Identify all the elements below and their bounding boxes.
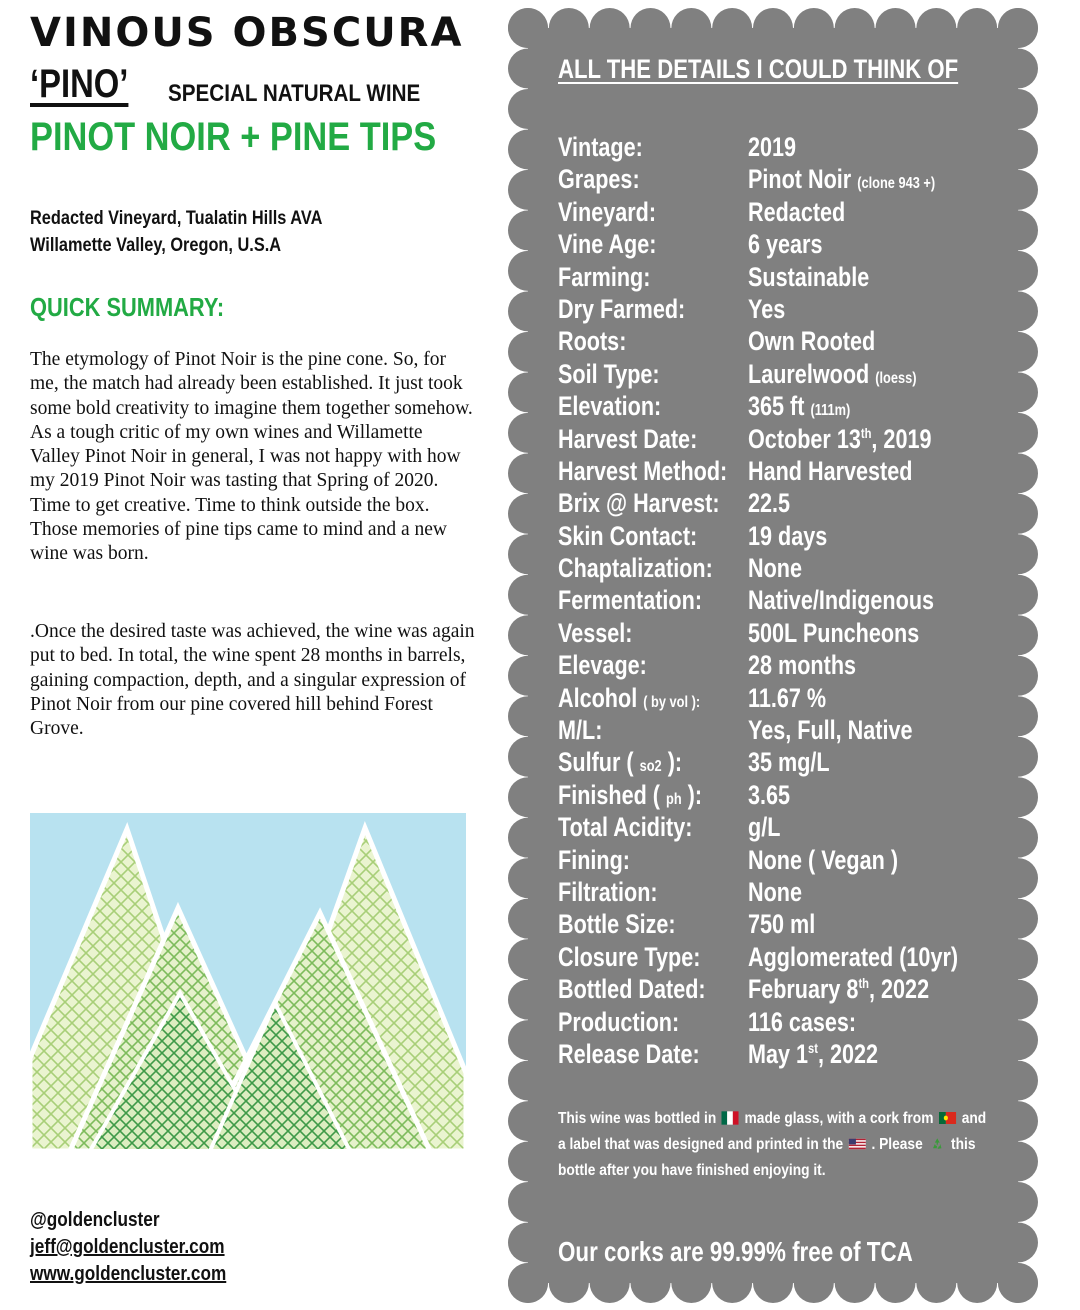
- wine-subtitle: SPECIAL NATURAL WINE: [168, 80, 421, 107]
- spec-label: Alcohol ( by vol ):: [558, 682, 701, 713]
- spec-row-bottle-size: [558, 909, 1018, 941]
- spec-label: Bottled Dated:: [558, 974, 706, 1005]
- spec-row-finished: [558, 780, 1018, 812]
- spec-row-total-acidity: [558, 812, 1018, 844]
- spec-label: Brix @ Harvest:: [558, 488, 720, 519]
- spec-row-elevation: [558, 391, 1018, 423]
- spec-label: M/L:: [558, 715, 603, 746]
- bottling-footnote: [558, 1106, 988, 1184]
- spec-label: Grapes:: [558, 164, 640, 195]
- spec-value: 365 ft (111m): [748, 391, 851, 422]
- spec-value: Hand Harvested: [748, 455, 913, 486]
- spec-row-farming: [558, 262, 1018, 294]
- spec-value: 116 cases:: [748, 1006, 857, 1037]
- pine-mountains-illustration: [30, 813, 466, 1151]
- spec-row-closure-type: [558, 942, 1018, 974]
- footnote-part-4: . Please: [871, 1136, 923, 1153]
- spec-row-chaptalization: [558, 553, 1018, 585]
- spec-row-vine-age: [558, 229, 1018, 261]
- spec-value: May 1st, 2022: [748, 1038, 879, 1069]
- spec-label: Vine Age:: [558, 229, 657, 260]
- spec-value: October 13th, 2019: [748, 423, 932, 454]
- tca-statement: Our corks are 99.99% free of TCA: [558, 1236, 913, 1267]
- spec-value: 2019: [748, 132, 797, 162]
- spec-label: Dry Farmed:: [558, 293, 686, 324]
- brand-title: VINOUS OBSCURA: [30, 10, 464, 56]
- mexico-flag-icon: [722, 1111, 739, 1125]
- varietal-title: PINOT NOIR + PINE TIPS: [30, 115, 437, 159]
- spec-value: Redacted: [748, 196, 846, 227]
- usa-flag-icon: [849, 1137, 866, 1151]
- spec-label: Chaptalization:: [558, 553, 713, 584]
- spec-row-harvest-method: [558, 456, 1018, 488]
- spec-label: Vintage:: [558, 132, 643, 162]
- spec-value: 19 days: [748, 520, 828, 551]
- spec-row-skin-contact: [558, 521, 1018, 553]
- spec-row-bottled-dated: [558, 974, 1018, 1006]
- spec-label: Release Date:: [558, 1038, 700, 1069]
- spec-value: Agglomerated (10yr): [748, 941, 959, 972]
- spec-value: 3.65: [748, 779, 791, 810]
- spec-label: Finished ( ph ):: [558, 779, 703, 810]
- spec-label: Elevation:: [558, 391, 662, 422]
- spec-label: Farming:: [558, 261, 651, 292]
- spec-label: Total Acidity:: [558, 812, 693, 843]
- portugal-flag-icon: [939, 1111, 956, 1125]
- spec-value: Native/Indigenous: [748, 585, 935, 616]
- spec-row-alcohol: [558, 683, 1018, 715]
- summary-paragraph-2: .Once the desired taste was achieved, the wine was again put to bed. In total, the wine spent 28 months in barrels, gaining compaction, depth, and a singular expression of Pinot Noir from our pine covered hill behind Forest Grove.: [30, 621, 475, 740]
- spec-label: Vessel:: [558, 617, 633, 648]
- spec-value: 6 years: [748, 229, 823, 260]
- spec-label: Sulfur ( so2 ):: [558, 747, 683, 778]
- spec-value: g/L: [748, 812, 781, 843]
- spec-row-filtration: [558, 877, 1018, 909]
- contact-info: [30, 1207, 226, 1288]
- summary-heading: QUICK SUMMARY:: [30, 292, 225, 322]
- spec-label: Vineyard:: [558, 196, 657, 227]
- spec-value: Sustainable: [748, 261, 870, 292]
- details-heading: ALL THE DETAILS I COULD THINK OF: [558, 54, 959, 84]
- website-link[interactable]: www.goldencluster.com: [30, 1263, 227, 1285]
- spec-label: Bottle Size:: [558, 909, 676, 940]
- spec-value: 750 ml: [748, 909, 816, 940]
- spec-row-fermentation: [558, 585, 1018, 617]
- spec-value: Yes: [748, 293, 786, 324]
- spec-row-release-date: [558, 1039, 1018, 1071]
- spec-row-m-l: [558, 715, 1018, 747]
- spec-value: 500L Puncheons: [748, 617, 920, 648]
- spec-value: 11.67 %: [748, 682, 827, 713]
- spec-row-soil-type: [558, 359, 1018, 391]
- spec-label: Filtration:: [558, 876, 658, 907]
- spec-value: 28 months: [748, 650, 857, 681]
- spec-label: Harvest Date:: [558, 423, 698, 454]
- footnote-part-3: and a label that was designed and printed in the: [558, 1110, 987, 1153]
- spec-value: Own Rooted: [748, 326, 876, 357]
- spec-value: Yes, Full, Native: [748, 715, 913, 746]
- spec-value: Laurelwood (loess): [748, 358, 917, 389]
- spec-label: Elevage:: [558, 650, 647, 681]
- spec-value: 35 mg/L: [748, 747, 830, 778]
- location-line-1: Redacted Vineyard, Tualatin Hills AVA: [30, 208, 323, 229]
- details-panel: [508, 8, 1038, 1303]
- spec-row-elevage: [558, 650, 1018, 682]
- spec-row-fining: [558, 845, 1018, 877]
- recycle-icon: [928, 1137, 945, 1151]
- footnote-part-5: this bottle after you have finished enjoying it.: [558, 1136, 976, 1179]
- wine-name: ‘PINO’: [30, 62, 129, 106]
- spec-label: Production:: [558, 1006, 680, 1037]
- spec-row-production: [558, 1007, 1018, 1039]
- vineyard-location: [30, 205, 322, 259]
- spec-label: Soil Type:: [558, 358, 660, 389]
- spec-row-dry-farmed: [558, 294, 1018, 326]
- spec-value: None: [748, 876, 802, 907]
- summary-paragraph-1: The etymology of Pinot Noir is the pine cone. So, for me, the match had already been established. It just took some bold creativity to imagine them together somehow. As a tough critic of my own wines and Willamette Valley Pinot Noir in general, I was not happy with how my 2019 Pinot Noir was tasting that Spring of 2020. Time to get creative. Time to think outside the box. Those memories of pine tips came to mind and a new wine was born.: [30, 349, 473, 565]
- spec-row-vessel: [558, 618, 1018, 650]
- spec-label: Roots:: [558, 326, 627, 357]
- footnote-part-2: made glass, with a cork from: [744, 1110, 934, 1127]
- spec-row-sulfur: [558, 747, 1018, 779]
- spec-label: Harvest Method:: [558, 455, 728, 486]
- spec-list: [558, 132, 1018, 1071]
- spec-row-vineyard: [558, 197, 1018, 229]
- spec-value: Pinot Noir (clone 943 +): [748, 164, 936, 195]
- spec-row-harvest-date: [558, 424, 1018, 456]
- spec-row-brix-harvest: [558, 488, 1018, 520]
- spec-label: Skin Contact:: [558, 520, 698, 551]
- spec-value: None ( Vegan ): [748, 844, 899, 875]
- spec-row-vintage: [558, 132, 1018, 164]
- social-handle: @goldencluster: [30, 1209, 160, 1231]
- spec-label: Closure Type:: [558, 941, 701, 972]
- location-line-2: Willamette Valley, Oregon, U.S.A: [30, 235, 282, 256]
- spec-label: Fermentation:: [558, 585, 703, 616]
- spec-value: 22.5: [748, 488, 791, 519]
- spec-row-grapes: [558, 164, 1018, 196]
- spec-value: February 8th, 2022: [748, 974, 930, 1005]
- spec-row-roots: [558, 326, 1018, 358]
- footnote-part-1: This wine was bottled in: [558, 1110, 717, 1127]
- spec-value: None: [748, 553, 802, 584]
- email-link[interactable]: jeff@goldencluster.com: [30, 1236, 225, 1258]
- spec-label: Fining:: [558, 844, 630, 875]
